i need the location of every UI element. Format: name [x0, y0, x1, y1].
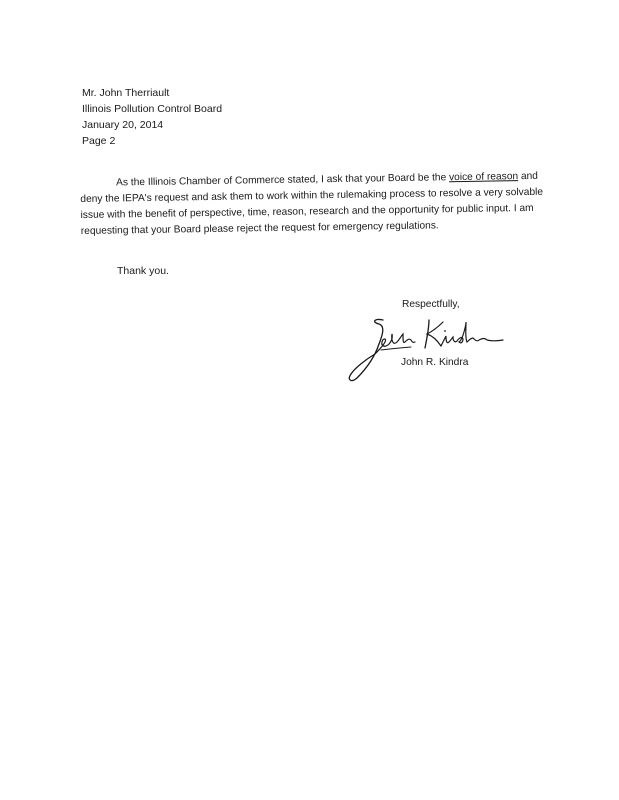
page-number: Page 2	[82, 135, 116, 147]
underlined-phrase: voice of reason	[448, 171, 519, 184]
letter-date: January 20, 2014	[82, 119, 164, 131]
body-text-end: and deny the IEPA's request and ask them to work within the rulemaking process to resolve a very solvable issue with the benefit of perspective, time, reason, research and the opportunity for public input. I am requesting that your Board please reject the request for emergency regulations.	[80, 170, 544, 237]
thank-you-line: Thank you.	[117, 265, 169, 277]
closing-salutation: Respectfully,	[402, 299, 460, 310]
body-text-start: As the Illinois Chamber of Commerce stated, I ask that your Board be the	[116, 172, 450, 189]
recipient-organization: Illinois Pollution Control Board	[82, 103, 223, 115]
signer-name: John R. Kindra	[401, 357, 469, 368]
recipient-name: Mr. John Therriault	[82, 87, 170, 99]
handwritten-signature	[345, 312, 510, 387]
letter-header	[82, 85, 222, 149]
body-paragraph	[80, 169, 551, 240]
